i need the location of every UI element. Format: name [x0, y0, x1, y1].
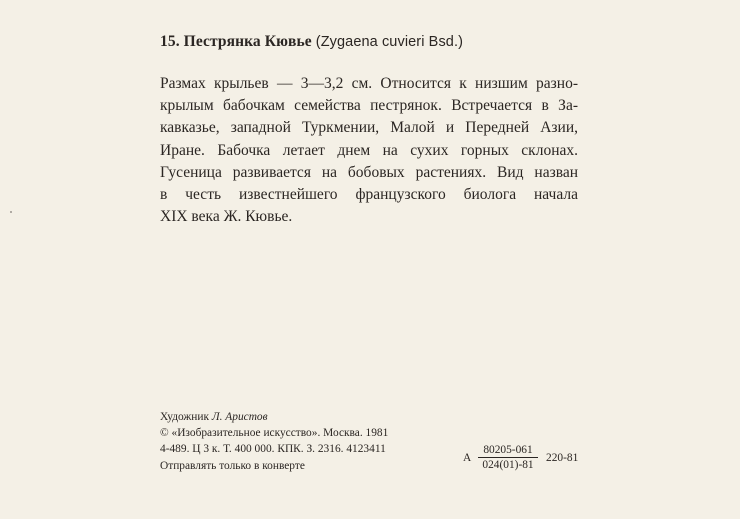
- species-latin-name: (Zygaena cuvieri Bsd.): [315, 34, 464, 50]
- species-heading: [160, 33, 463, 51]
- catalog-numerator: 80205-061: [478, 444, 538, 458]
- copyright-icon: ©: [160, 427, 169, 440]
- catalog-fraction: [478, 444, 538, 471]
- order-line: 4-489. Ц 3 к. Т. 400 000. КПК. З. 2316. 4123411: [160, 443, 386, 456]
- description-line: Размах крыльев — 3—3,2 см. Относится к низшим разно-: [160, 75, 578, 92]
- artist-name: Л. Аристов: [211, 411, 268, 423]
- publisher-line: [160, 425, 388, 441]
- imprint-block: [160, 409, 388, 474]
- paper-speck: [10, 211, 12, 213]
- publisher: «Изобразительное искусство». Москва. 1981: [171, 427, 389, 440]
- mailing-note: Отправлять только в конверте: [160, 459, 305, 472]
- species-description: [160, 73, 578, 228]
- species-name: Пестрянка Кювье: [183, 33, 312, 50]
- description-line: Иране. Бабочка летает днем на сухих горных склонах.: [160, 141, 578, 159]
- description-line: кавказье, западной Туркмении, Малой и Передней Азии,: [160, 119, 578, 137]
- artist-credit: [160, 409, 388, 425]
- description-line: крылым бабочкам семейства пестрянок. Встречается в За-: [160, 97, 578, 115]
- catalog-denominator: 024(01)-81: [482, 459, 534, 471]
- catalog-suffix: 220-81: [546, 452, 579, 464]
- artist-label: Художник: [160, 411, 210, 423]
- description-line: Гусеница развивается на бобовых растениях. Вид назван: [160, 163, 578, 181]
- description-line: XIX века Ж. Кювье.: [160, 208, 293, 226]
- description-line: в честь известнейшего французского биолога начала: [160, 186, 578, 204]
- species-number: 15.: [160, 33, 180, 50]
- catalog-prefix: А: [463, 452, 472, 464]
